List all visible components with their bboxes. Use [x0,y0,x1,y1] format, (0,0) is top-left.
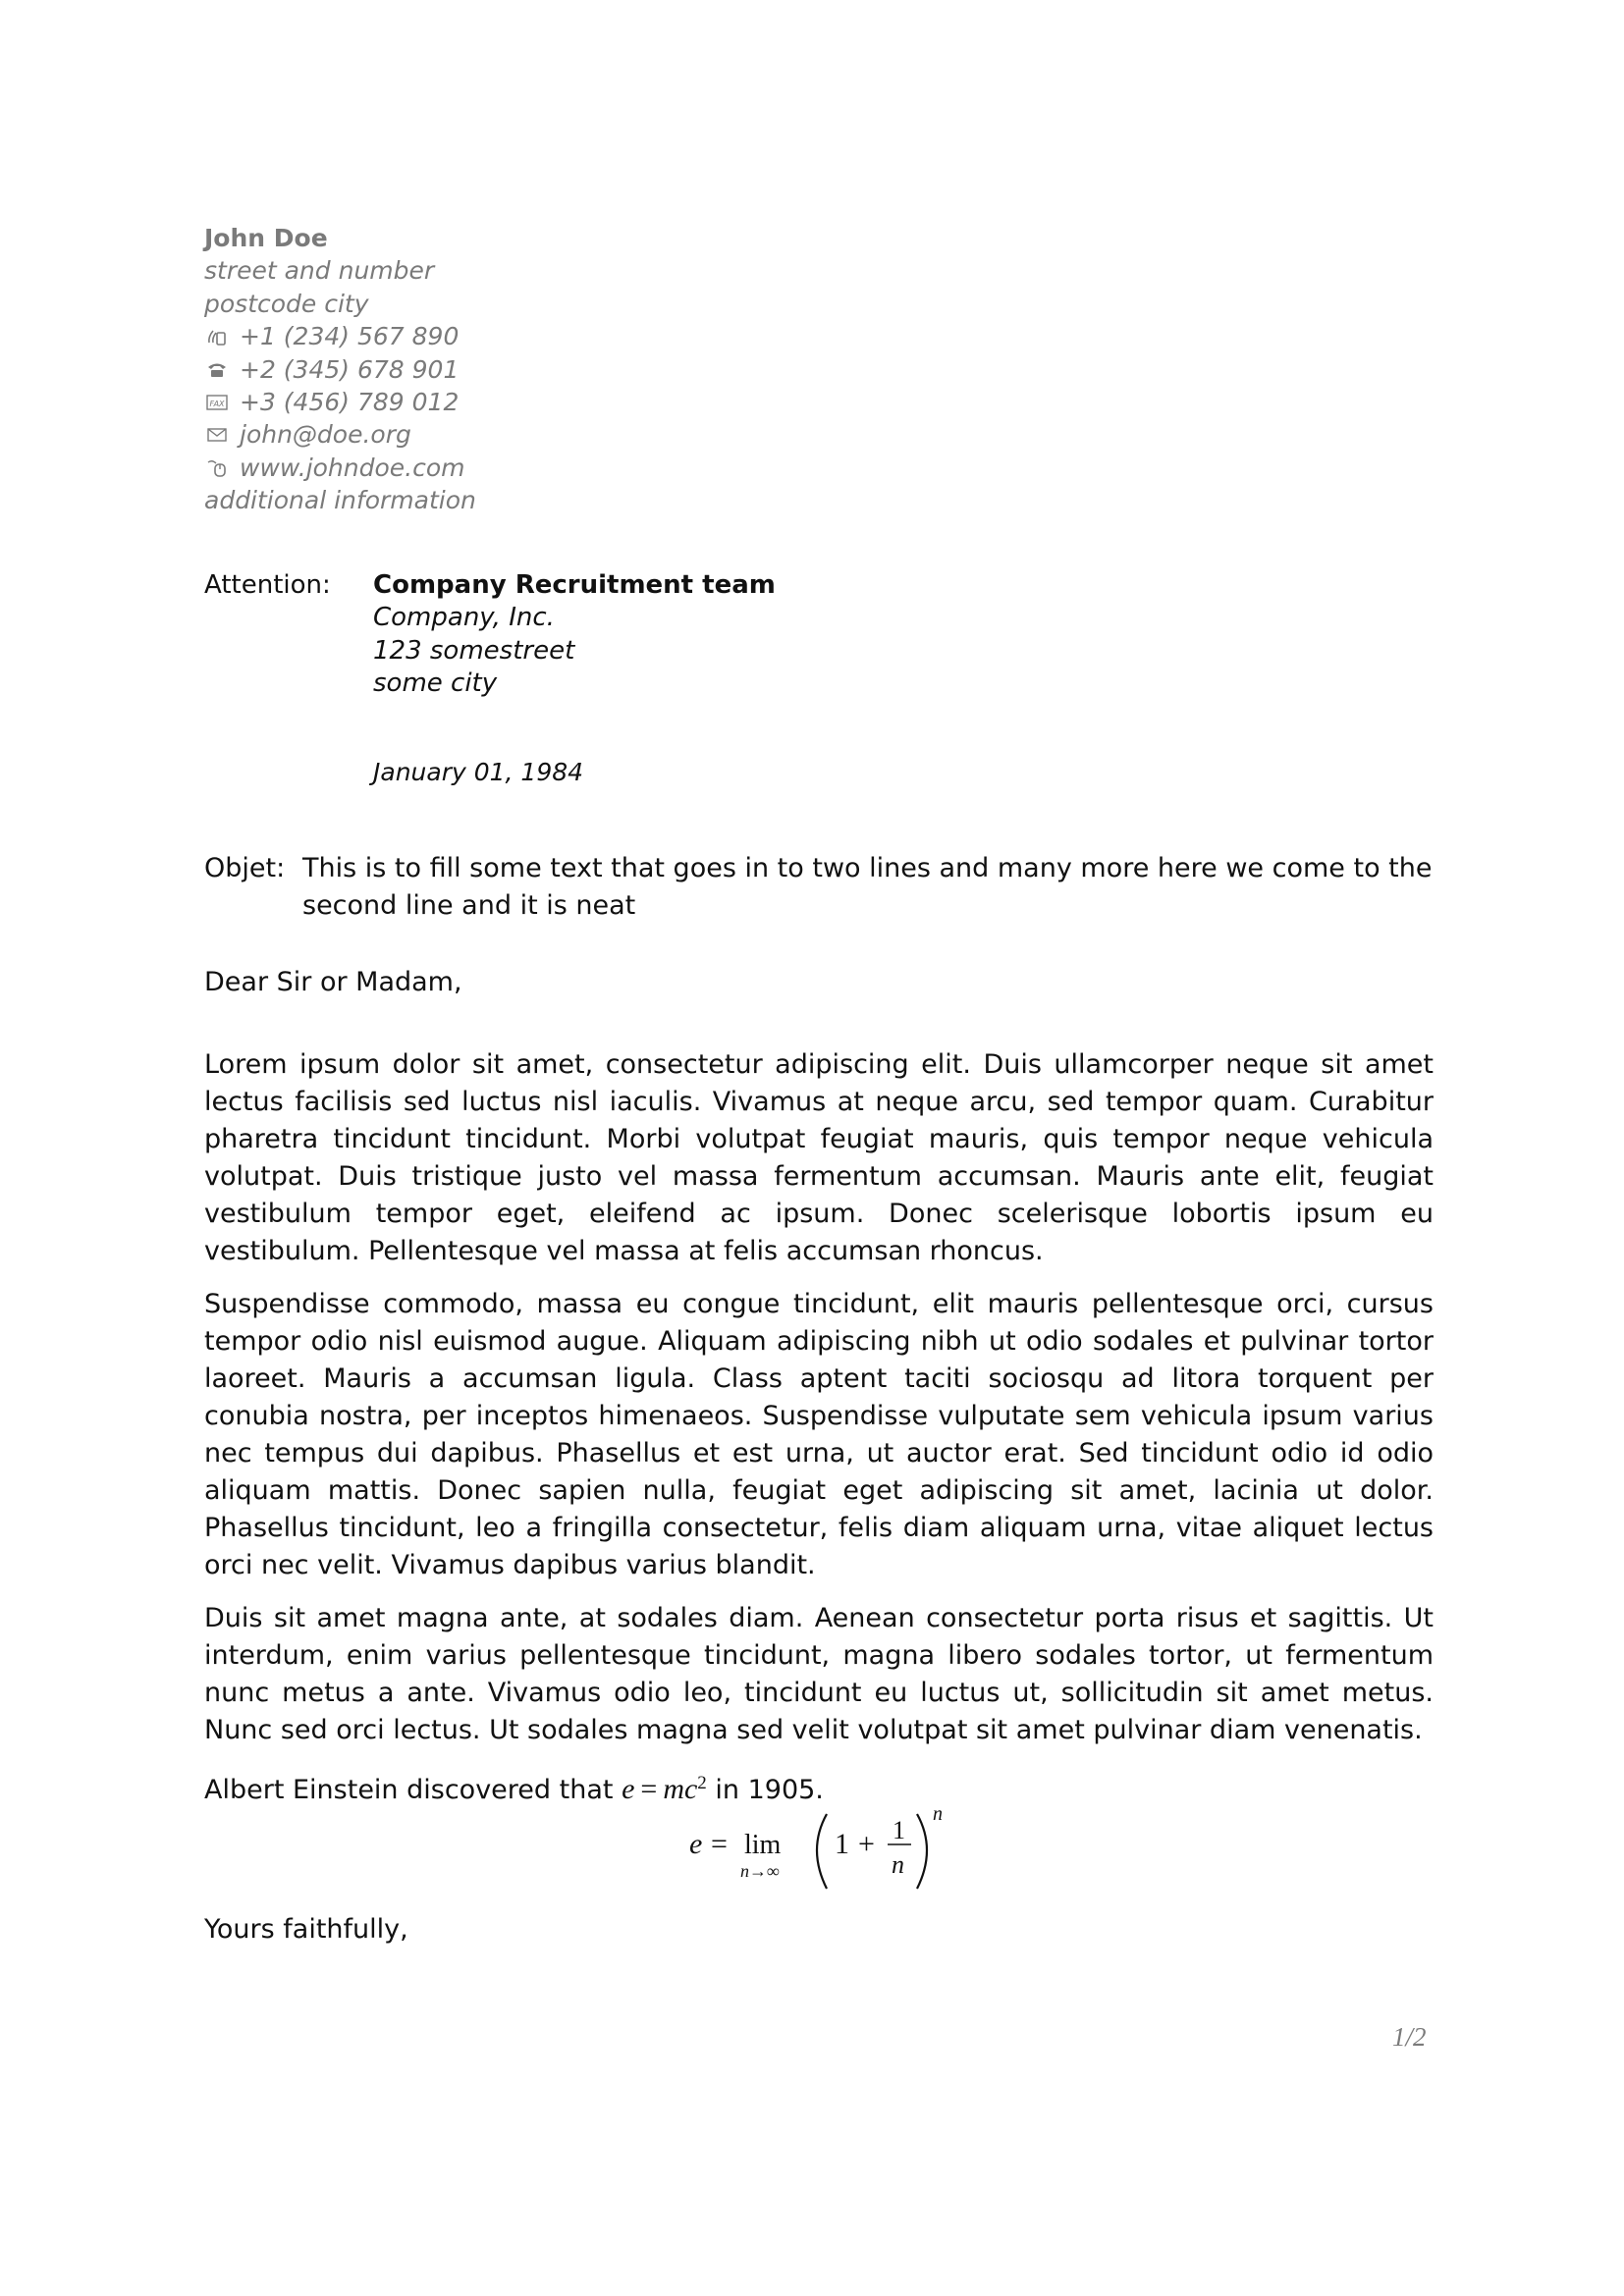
math-exponent: 2 [697,1773,707,1793]
mouse-icon [204,457,230,479]
sender-email[interactable]: john@doe.org [240,420,411,450]
recipient-company: Company, Inc. [373,603,555,633]
eq-numerator: 1 [893,1816,905,1844]
fax-icon [204,392,230,413]
page-number: 1/2 [1392,2022,1427,2052]
eq-subscript: n→∞ [740,1861,780,1881]
math-equals: = [640,1773,658,1805]
letter-body [204,1046,1434,1825]
sender-phone: +2 (345) 678 901 [240,354,460,384]
closing: Yours faithfully, [204,1914,408,1945]
sender-name: John Doe [204,224,328,252]
subject-label: Objet: [204,853,286,883]
svg-text:FAX: FAX [209,399,225,408]
einstein-sentence [204,1765,1434,1809]
math-mc: mc [663,1773,698,1805]
body-paragraph: Lorem ipsum dolor sit amet, consectetur adipiscing elit. Duis ullamcorper neque sit amet lectus facilisis sed luctus nisl iaculis. Vivamus at neque arcu, sed tempor quam. Curabitur pharetra tincidunt tincidunt. Morbi volutpat feugiat mauris, quis tempor neque vehicula volutpat. Duis tristique justo vel massa fermentum accumsan. Mauris ante elit, feugiat vestibulum tempor eget, eleifend ac ipsum. Donec scelerisque lobortis ipsum eu vestibulum. Pellentesque vel massa at felis accumsan rhoncus. [204,1049,1434,1266]
letter-date: January 01, 1984 [373,758,584,786]
mobile-phone-icon [204,326,230,347]
sender-fax: +3 (456) 789 012 [240,388,460,417]
telephone-icon [204,358,230,380]
recipient-name: Company Recruitment team [373,570,776,600]
eq-one: 1 [835,1828,849,1860]
math-e: e [622,1773,635,1805]
sender-additional: additional information [204,486,476,515]
eq-exponent: n [933,1806,943,1825]
subject-line [204,850,1441,925]
salutation: Dear Sir or Madam, [204,967,462,997]
eq-denominator: n [892,1850,904,1879]
subject-text: This is to fill some text that goes in to two lines and many more here we come to the second line and it is neat [302,853,1433,921]
sender-website[interactable]: www.johndoe.com [240,453,465,482]
eq-plus: + [858,1828,875,1860]
eq-lhs: e [689,1828,703,1860]
recipient-street: 123 somestreet [373,635,575,666]
eq-lim: lim [744,1830,782,1860]
einstein-prefix: Albert Einstein discovered that [204,1775,614,1805]
body-paragraph: Duis sit amet magna ante, at sodales diam. Aenean consectetur porta risus et sagittis. Ut interdum, enim varius pellentesque tincidunt, magna libero sodales tortor, ut fermentum nunc metus a ante. Vivamus odio leo, tincidunt eu luctus ut, sollicitudin sit amet metus. Nunc sed orci lectus. Ut sodales magna sed velit volutpat sit amet pulvinar diam venenatis. [204,1603,1434,1745]
recipient-address [373,569,776,701]
sender-mobile-row [204,320,476,352]
sender-mobile: +1 (234) 567 890 [240,322,460,351]
sender-block [204,222,476,517]
sender-phone-row [204,353,476,386]
sender-fax-row [204,386,476,418]
sender-website-row [204,452,476,484]
envelope-icon [204,424,230,446]
eq-left-paren [817,1814,827,1889]
body-paragraph: Suspendisse commodo, massa eu congue tincidunt, elit mauris pellentesque orci, cursus tempor odio nisl euismod augue. Aliquam adipiscing nibh ut odio sodales et pulvinar tortor laoreet. Mauris a accumsan ligula. Class aptent taciti sociosqu ad litora torquent per conubia nostra, per inceptos himenaeos. Suspendisse vulputate sem vehicula ipsum varius nec tempus dui dapibus. Phasellus et est urna, ut auctor erat. Sed tincidunt odio id odio aliquam mattis. Donec sapien nulla, feugiat eget adipiscing sit amet, lacinia ut dolor. Phasellus tincidunt, leo a fringilla consectetur, felis diam aliquam urna, vitae aliquet lectus orci nec velit. Vivamus dapibus varius blandit. [204,1289,1434,1580]
sender-city: postcode city [204,289,369,318]
recipient-city: some city [373,668,498,699]
limit-equation [687,1806,1011,1904]
sender-street: street and number [204,256,435,286]
sender-email-row [204,418,476,451]
eq-equals: = [711,1828,728,1860]
einstein-suffix: in 1905. [715,1775,824,1805]
attention-label: Attention: [204,570,331,600]
eq-right-paren [917,1814,927,1889]
